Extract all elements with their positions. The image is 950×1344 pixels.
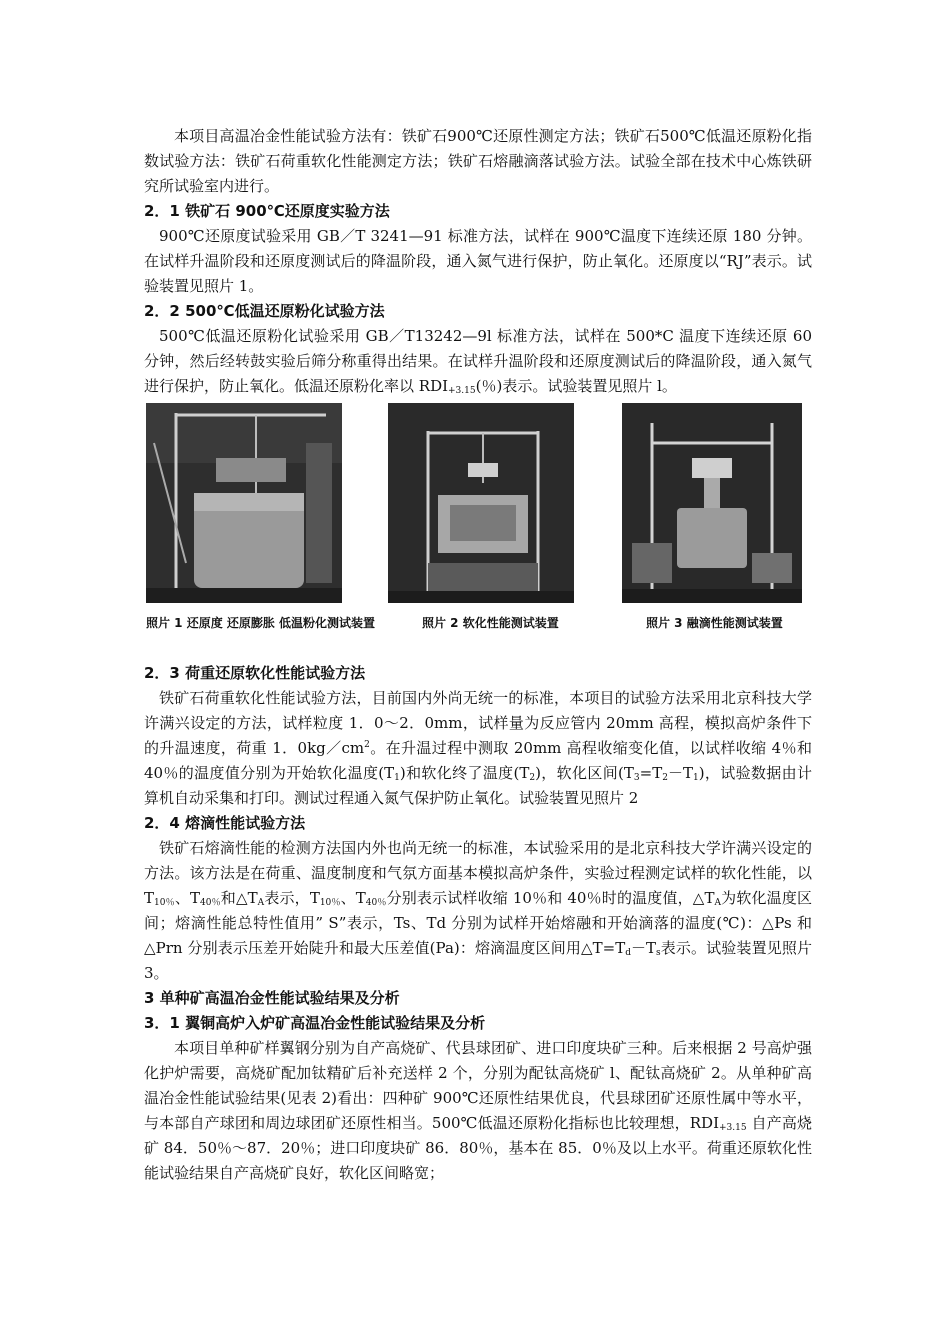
document-content (144, 124, 812, 1186)
section-2-2-heading: 2．2 500℃低温还原粉化试验方法 (144, 302, 385, 320)
section-2-1-body: 900℃还原度试验采用 GB／T 3241—91 标准方法，试样在 900℃温度下连续还原 180 分钟。在试样升温阶段和还原度测试后的降温阶段，通入氮气进行保护，防止氧化。还原度以“RJ”表示。试验装置见照片 1。 (144, 227, 812, 295)
photo-2-caption: 照片 2 软化性能测试装置 (422, 616, 559, 630)
photo-1-reduction-apparatus (146, 403, 342, 603)
section-2-4-body: 铁矿石熔滴性能的检测方法国内外也尚无统一的标准，本试验采用的是北京科技大学许满兴设定的方法。该方法是在荷重、温度制度和气氛方面基本模拟高炉条件，实验过程测定试样的软化性能，以 $T_{10\%}$、$T_{40\%}$和$\triangle T_A$表示，$T_{10\%}$、$T_{40\%}$分别表示试样收缩 10％和 40％时的温度值，$\triangle T_A$为软化温度区间；熔滴性能总特性值用” S”表示，Ts、Td 分别为试样开始熔融和开始滴落的温度(℃)：△Ps 和△Prn 分别表示压差开始陡升和最大压差值(Pa)：熔滴温度区间用$\triangle T=T_d-T_s$表示。试验装置见照片 3。 (144, 839, 812, 982)
section-2-3-heading: 2．3 荷重还原软化性能试验方法 (144, 664, 366, 682)
section-2-4-heading: 2．4 熔滴性能试验方法 (144, 814, 306, 832)
photo-3-caption: 照片 3 融滴性能测试装置 (646, 616, 783, 630)
section-2-2-body: 500℃低温还原粉化试验采用 GB／T13242—9l 标准方法，试样在 500*C 温度下连续还原 60 分钟，然后经转鼓实验后筛分称重得出结果。在试样升温阶段和还原度测试后的降温阶段，通入氮气进行保护，防止氧化。低温还原粉化率以 $RDI_{+3.15}$(％)表示。试验装置见照片 l。 (144, 327, 812, 396)
section-2-3-body: 铁矿石荷重软化性能试验方法，目前国内外尚无统一的标准，本项目的试验方法采用北京科技大学许满兴设定的方法，试样粒度 1．0～2．0mm，试样量为反应管内 20mm 高程，模拟高炉条件下的升温速度，荷重 1．$0kg/cm^2$。在升温过程中测取 20mm 高程收缩变化值，以试样收缩 4％和 40％的温度值分别为开始软化温度$(T_1)$和软化终了温度$(T_2)$，软化区间$(T_3=T_2-T_1)$，试验数据由计算机自动采集和打印。测试过程通入氮气保护防止氧化。试验装置见照片 2 (144, 689, 812, 807)
section-3-1-body: 本项目单种矿样翼钢分别为自产高烧矿、代县球团矿、进口印度块矿三种。后来根据 2 号高炉强化护炉需要，高烧矿配加钛精矿后补充送样 2 个，分别为配钛高烧矿 l、配钛高烧矿 2。从单种矿高温冶金性能试验结果(见表 2)看出：四种矿 900℃还原性结果优良，代县球团矿还原性属中等水平，与本部自产球团和周边球团矿还原性相当。500℃低温还原粉化指标也比较理想，$RDI_{+3.15}$ 自产高烧矿 84．50％～87．20％；进口印度块矿 86．80％，基本在 85．0％及以上水平。荷重还原软化性能试验结果自产高烧矿良好，软化区间略宽； (144, 1039, 812, 1182)
section-3-1-heading: 3．1 翼铜高炉入炉矿高温冶金性能试验结果及分析 (144, 1014, 486, 1032)
intro-paragraph: 本项目高温冶金性能试验方法有：铁矿石900℃还原性测定方法；铁矿石500℃低温还原粉化指数试验方法：铁矿石荷重软化性能测定方法；铁矿石熔融滴落试验方法。试验全部在技术中心炼铁研究所试验室内进行。 (144, 127, 812, 195)
section-2-1-heading: 2．1 铁矿石 900℃还原度实验方法 (144, 202, 390, 220)
photo-row (144, 403, 812, 655)
section-3-heading: 3 单种矿高温冶金性能试验结果及分析 (144, 989, 400, 1007)
photo-2-softening-apparatus (388, 403, 574, 603)
photo-1-caption: 照片 1 还原度 还原膨胀 低温粉化测试装置 (146, 616, 376, 630)
photo-3-melting-dripping-apparatus (622, 403, 802, 603)
